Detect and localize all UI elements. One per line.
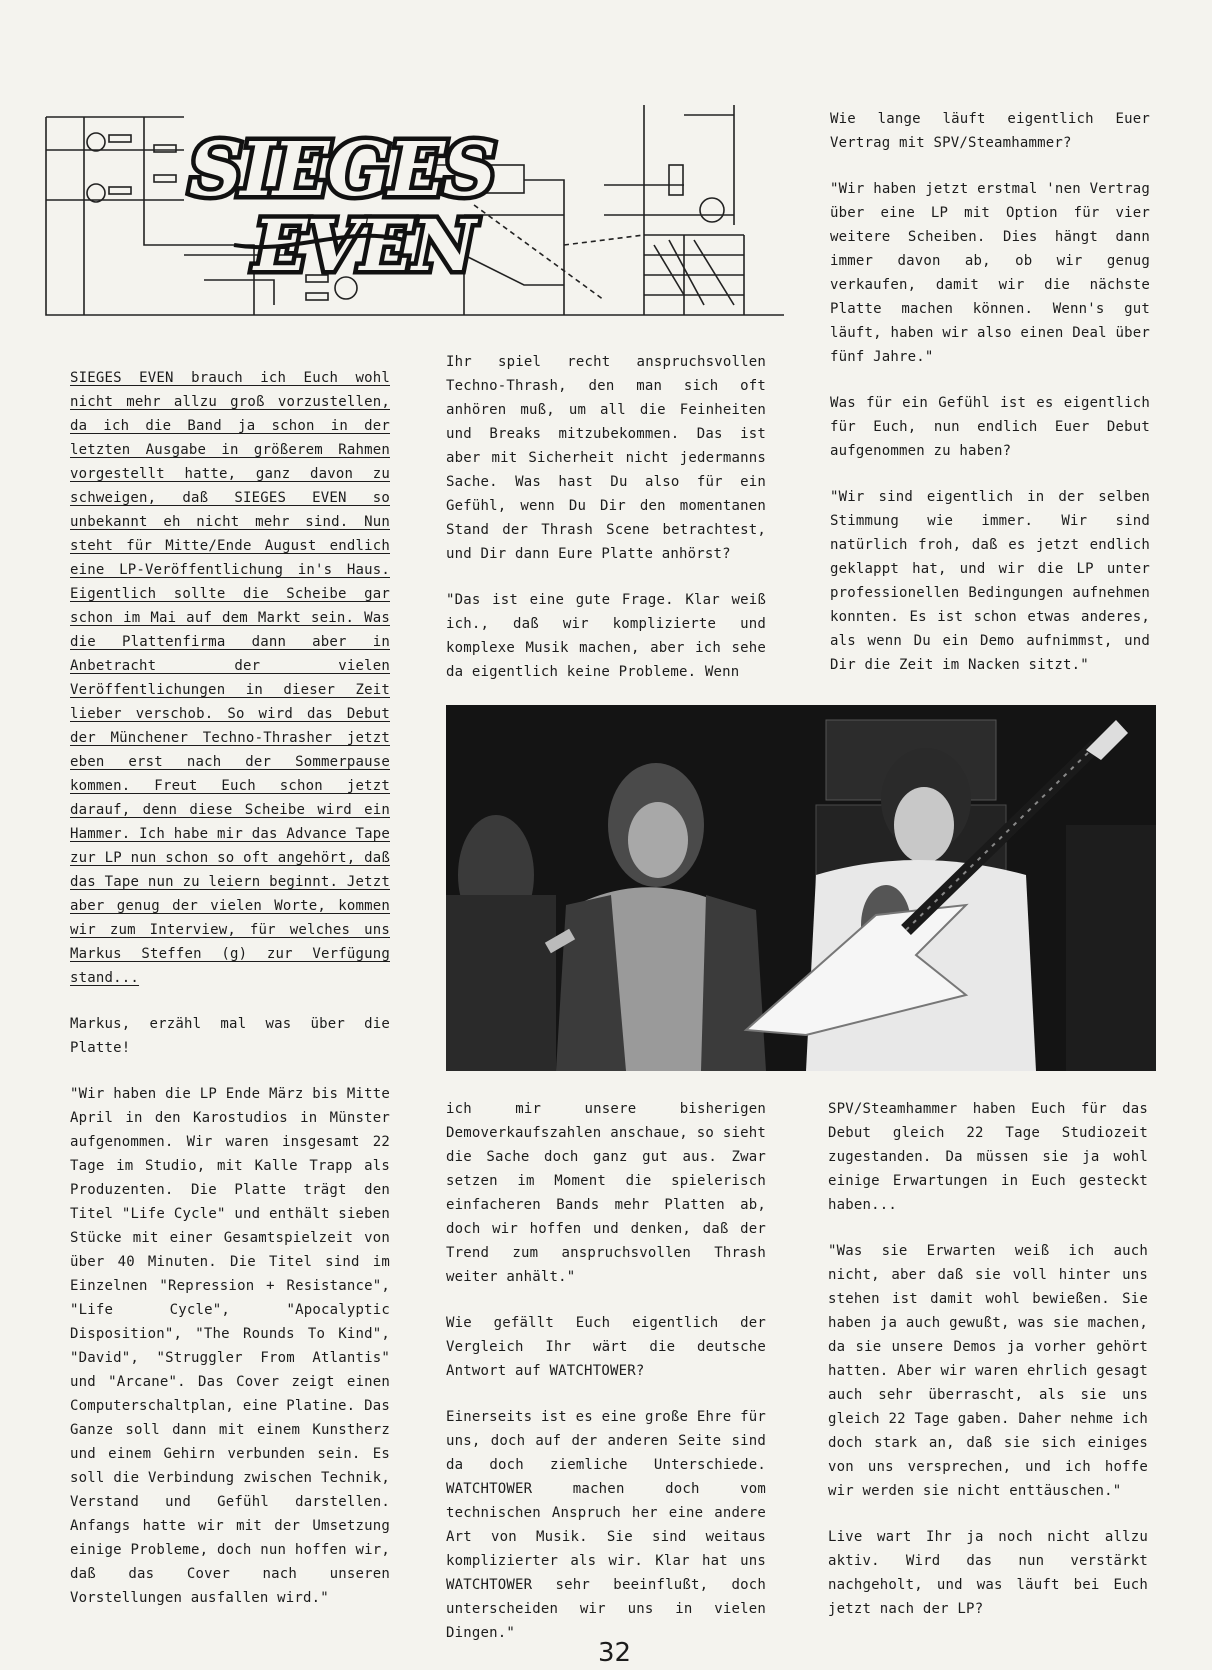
interview-answer: "Wir sind eigentlich in der selben Stimmung wie immer. Wir sind natürlich froh, daß es jetzt endlich geklappt hat, und wir die LP unter professionellen Bedingungen aufnehmen konnten. Es ist schon etwas anderes, als wenn Du ein Demo aufnimmst, und Dir die Zeit im Nacken sitzt." [830,489,1150,673]
article-column-1 [70,366,390,1610]
article-column-3-bottom [828,1097,1148,1621]
interview-answer: "Wir haben die LP Ende März bis Mitte April in den Karostudios in Münster aufgenommen. Wir waren insgesamt 22 Tage im Studio, mit Kalle Trapp als Produzenten. Die Platte trägt den Titel "Life Cycle" und enthält sieben Stücke mit einer Gesamtspielzeit von über 40 Minuten. Die Titel sind im Einzelnen "Repression + Resistance", "Life Cycle", "Apocalyptic Disposition", "The Rounds To Kind", "David", "Struggler From Atlantis" und "Arcane". Das Cover zeigt einen Computerschaltplan, eine Platine. Das Ganze soll dann mit einem Kunstherz und einem Gehirn verbunden sein. Es soll die Verbindung zwischen Technik, Verstand und Gefühl darstellen. Anfangs hatte wir mit der Umsetzung einige Probleme, doch nun hoffen wir, daß das Cover nach unseren Vorstellungen ausfallen wird." [70,1086,390,1606]
band-logo [189,127,495,287]
band-logo-line1: SIEGES [189,127,495,213]
interview-answer: "Das ist eine gute Frage. Klar weiß ich., daß wir komplizierte und komplexe Musik machen, aber ich sehe da eigentlich keine Probleme. Wenn [446,592,766,680]
interview-question: Wie lange läuft eigentlich Euer Vertrag mit SPV/Steamhammer? [830,111,1150,151]
article-column-2-bottom [446,1097,766,1645]
interview-question: Ihr spiel recht anspruchsvollen Techno-Thrash, den man sich oft anhören muß, um all die Feinheiten und Breaks mitzubekommen. Das ist aber mit Sicherheit nicht jedermanns Sache. Was hast Du also für ein Gefühl, wenn Du Dir den momentanen Stand der Thrash Scene betrachtest, und Dir dann Eure Platte anhörst? [446,354,766,562]
interview-question: SPV/Steamhammer haben Euch für das Debut gleich 22 Tage Studiozeit zugestanden. Da müssen sie ja wohl einige Erwartungen in Euch gesteckt haben... [828,1101,1148,1213]
interview-question: Markus, erzähl mal was über die Platte! [70,1016,390,1056]
header-circuit-logo-graphic [44,105,794,320]
page-number: 32 [598,1638,632,1668]
band-logo-line2: EVEN [254,204,476,287]
interview-question: Live wart Ihr ja noch nicht allzu aktiv. Wird das nun verstärkt nachgeholt, und was läuft bei Euch jetzt nach der LP? [828,1529,1148,1617]
band-live-photo [446,705,1156,1071]
interview-question: Wie gefällt Euch eigentlich der Vergleich Ihr wärt die deutsche Antwort auf WATCHTOWER? [446,1315,766,1379]
article-column-2-top [446,350,766,684]
article-intro: SIEGES EVEN brauch ich Euch wohl nicht mehr allzu groß vorzustellen, da ich die Band ja schon in der letzten Ausgabe in größerem Rahmen vorgestellt hatte, ganz davon zu schweigen, daß SIEGES EVEN so unbekannt eh nicht mehr sind. Nun steht für Mitte/Ende August endlich eine LP-Veröffentlichung in's Haus. Eigentlich sollte die Scheibe gar schon im Mai auf dem Markt sein. Was die Plattenfirma dann aber in Anbetracht der vielen Veröffentlichungen in dieser Zeit lieber verschob. So wird das Debut der Münchener Techno-Thrasher jetzt eben erst nach der Sommerpause kommen. Freut Euch schon jetzt darauf, denn diese Scheibe wird ein Hammer. Ich habe mir das Advance Tape zur LP nun schon so oft angehört, daß das Tape nun zu leiern beginnt. Jetzt aber genug der vielen Worte, kommen wir zum Interview, für welches uns Markus Steffen (g) zur Verfügung stand... [70,370,390,986]
interview-answer: Einerseits ist es eine große Ehre für uns, doch auf der anderen Seite sind da doch ziemliche Unterschiede. WATCHTOWER machen doch vom technischen Anspruch her eine andere Art von Musik. Sie sind weitaus komplizierter als wir. Klar hat uns WATCHTOWER sehr beeinflußt, doch unterscheiden wir uns in vielen Dingen." [446,1409,766,1641]
interview-question: Was für ein Gefühl ist es eigentlich für Euch, nun endlich Euer Debut aufgenommen zu haben? [830,395,1150,459]
interview-answer: ich mir unsere bisherigen Demoverkaufszahlen anschaue, so sieht die Sache doch ganz gut aus. Zwar setzen im Moment die spielerisch einfacheren Bands mehr Platten ab, doch wir hoffen und denken, daß der Trend zum anspruchsvollen Thrash weiter anhält." [446,1101,766,1285]
interview-answer: "Wir haben jetzt erstmal 'nen Vertrag über eine LP mit Option für vier weitere Scheiben. Dies hängt dann immer davon ab, ob wir genug verkaufen, damit wir die nächste Platte machen können. Wenn's gut läuft, haben wir also einen Deal über fünf Jahre." [830,181,1150,365]
article-column-3-top [830,107,1150,677]
interview-answer: "Was sie Erwarten weiß ich auch nicht, aber daß sie voll hinter uns stehen ist damit wohl bewießen. Sie haben ja auch gewußt, was sie machen, da sie unsere Demos ja vorher gehört hatten. Aber wir waren ehrlich gesagt auch sehr überrascht, als sie uns gleich 22 Tage gaben. Daher nehme ich doch stark an, daß sie sich einiges von uns versprechen, und ich hoffe wir werden sie nicht enttäuschen." [828,1243,1148,1499]
photo-illustration [446,705,1156,1071]
